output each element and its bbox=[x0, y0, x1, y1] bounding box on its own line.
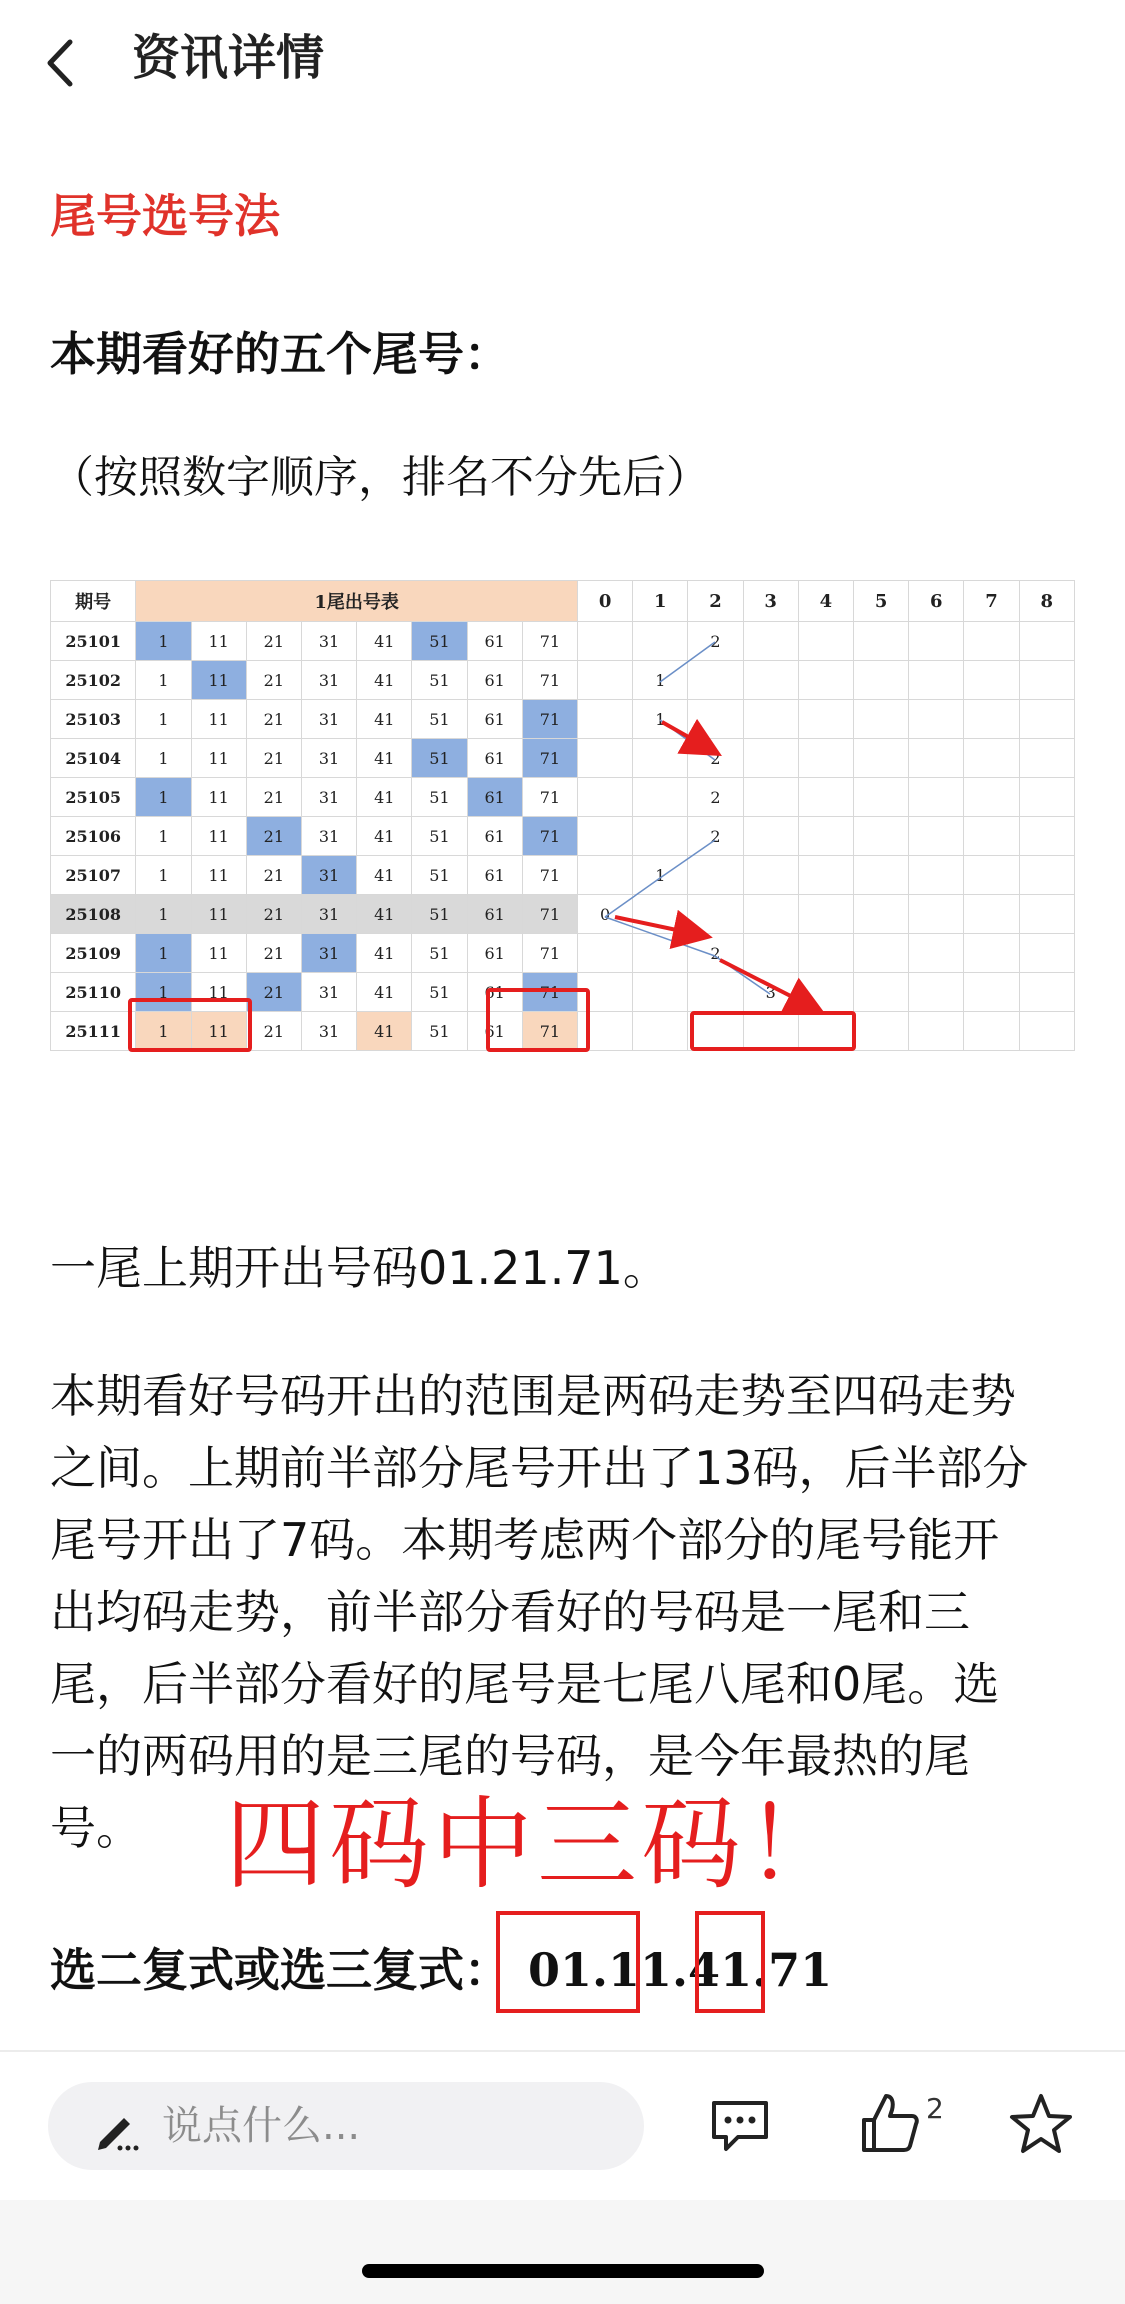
number-cell: 11 bbox=[191, 661, 246, 700]
pen-icon bbox=[92, 2102, 144, 2154]
trend-cell bbox=[854, 1012, 909, 1051]
period-cell: 25110 bbox=[51, 973, 136, 1012]
trend-cell bbox=[798, 700, 853, 739]
trend-cell: 1 bbox=[633, 856, 688, 895]
trend-cell bbox=[1019, 739, 1074, 778]
trend-cell bbox=[633, 895, 688, 934]
number-cell: 51 bbox=[412, 1012, 467, 1051]
column-header: 2 bbox=[688, 581, 743, 622]
column-header: 3 bbox=[743, 581, 798, 622]
trend-cell bbox=[743, 661, 798, 700]
paragraph-line: 尾，后半部分看好的尾号是七尾八尾和0尾。选 bbox=[50, 1657, 1000, 1711]
number-cell: 31 bbox=[301, 817, 356, 856]
trend-cell: 3 bbox=[743, 973, 798, 1012]
trend-cell bbox=[1019, 622, 1074, 661]
paragraph-line: 号。 bbox=[50, 1801, 142, 1855]
number-cell: 1 bbox=[136, 934, 191, 973]
trend-cell bbox=[743, 700, 798, 739]
trend-cell bbox=[798, 661, 853, 700]
number-cell: 1 bbox=[136, 817, 191, 856]
tail-number-trend-table bbox=[50, 580, 1075, 1055]
trend-cell bbox=[909, 622, 964, 661]
trend-cell bbox=[798, 895, 853, 934]
number-cell: 1 bbox=[136, 895, 191, 934]
trend-cell bbox=[964, 1012, 1019, 1051]
trend-cell bbox=[1019, 778, 1074, 817]
number-cell: 61 bbox=[467, 739, 522, 778]
number-cell: 21 bbox=[246, 1012, 301, 1051]
column-header: 4 bbox=[798, 581, 853, 622]
trend-cell bbox=[909, 973, 964, 1012]
trend-cell bbox=[688, 661, 743, 700]
column-header: 0 bbox=[577, 581, 632, 622]
number-cell: 11 bbox=[191, 973, 246, 1012]
paragraph-line: 尾号开出了7码。本期考虑两个部分的尾号能开 bbox=[50, 1513, 1000, 1567]
number-cell: 41 bbox=[357, 934, 412, 973]
trend-cell bbox=[577, 817, 632, 856]
trend-cell bbox=[1019, 934, 1074, 973]
trend-cell bbox=[577, 622, 632, 661]
trend-cell bbox=[909, 856, 964, 895]
column-header: 1 bbox=[633, 581, 688, 622]
trend-cell bbox=[909, 739, 964, 778]
number-cell: 31 bbox=[301, 934, 356, 973]
table-row bbox=[51, 895, 1075, 934]
trend-cell bbox=[743, 817, 798, 856]
number-cell: 31 bbox=[301, 973, 356, 1012]
number-cell: 71 bbox=[522, 778, 577, 817]
comment-placeholder[interactable]: 说点什么... bbox=[162, 2103, 361, 2149]
trend-cell bbox=[798, 1012, 853, 1051]
trend-cell bbox=[964, 622, 1019, 661]
number-cell: 11 bbox=[191, 856, 246, 895]
number-cell: 71 bbox=[522, 661, 577, 700]
trend-cell bbox=[964, 817, 1019, 856]
trend-cell bbox=[964, 856, 1019, 895]
number-cell: 11 bbox=[191, 934, 246, 973]
trend-cell bbox=[798, 973, 853, 1012]
last-draw-text: 一尾上期开出号码01.21.71。 bbox=[50, 1241, 669, 1295]
safe-area bbox=[0, 2200, 1125, 2304]
number-cell: 21 bbox=[246, 934, 301, 973]
number-cell: 1 bbox=[136, 700, 191, 739]
trend-cell bbox=[964, 973, 1019, 1012]
trend-cell bbox=[798, 622, 853, 661]
trend-cell bbox=[854, 661, 909, 700]
trend-cell bbox=[743, 739, 798, 778]
trend-cell bbox=[854, 778, 909, 817]
number-cell: 71 bbox=[522, 622, 577, 661]
trend-cell: 2 bbox=[688, 622, 743, 661]
period-cell: 25102 bbox=[51, 661, 136, 700]
trend-cell bbox=[743, 856, 798, 895]
table-row bbox=[51, 856, 1075, 895]
number-cell: 71 bbox=[522, 895, 577, 934]
trend-cell bbox=[798, 739, 853, 778]
article-heading: 尾号选号法 bbox=[50, 189, 280, 243]
column-header: 5 bbox=[854, 581, 909, 622]
trend-cell bbox=[577, 700, 632, 739]
trend-cell bbox=[633, 973, 688, 1012]
number-cell: 1 bbox=[136, 739, 191, 778]
number-cell: 51 bbox=[412, 934, 467, 973]
trend-cell bbox=[798, 934, 853, 973]
trend-cell bbox=[743, 1012, 798, 1051]
table-row bbox=[51, 778, 1075, 817]
trend-cell bbox=[909, 934, 964, 973]
number-cell: 71 bbox=[522, 817, 577, 856]
trend-cell bbox=[743, 622, 798, 661]
trend-cell bbox=[909, 700, 964, 739]
number-cell: 21 bbox=[246, 661, 301, 700]
column-header: 7 bbox=[964, 581, 1019, 622]
number-cell: 51 bbox=[412, 622, 467, 661]
number-cell: 31 bbox=[301, 856, 356, 895]
trend-cell bbox=[909, 895, 964, 934]
number-cell: 41 bbox=[357, 739, 412, 778]
trend-cell bbox=[854, 817, 909, 856]
trend-cell bbox=[577, 1012, 632, 1051]
paragraph-line: 出均码走势，前半部分看好的号码是一尾和三 bbox=[50, 1585, 970, 1639]
number-cell: 11 bbox=[191, 739, 246, 778]
number-cell: 31 bbox=[301, 739, 356, 778]
number-cell: 51 bbox=[412, 973, 467, 1012]
back-button[interactable] bbox=[40, 28, 90, 98]
number-cell: 21 bbox=[246, 739, 301, 778]
period-cell: 25107 bbox=[51, 856, 136, 895]
number-cell: 71 bbox=[522, 700, 577, 739]
trend-cell bbox=[577, 661, 632, 700]
trend-cell: 2 bbox=[688, 817, 743, 856]
number-cell: 41 bbox=[357, 700, 412, 739]
number-cell: 71 bbox=[522, 973, 577, 1012]
number-cell: 41 bbox=[357, 622, 412, 661]
column-header: 期号 bbox=[51, 581, 136, 622]
trend-cell bbox=[1019, 856, 1074, 895]
number-cell: 1 bbox=[136, 661, 191, 700]
trend-cell bbox=[1019, 1012, 1074, 1051]
number-cell: 51 bbox=[412, 700, 467, 739]
period-cell: 25103 bbox=[51, 700, 136, 739]
trend-cell bbox=[798, 778, 853, 817]
trend-cell bbox=[633, 934, 688, 973]
number-cell: 61 bbox=[467, 895, 522, 934]
top-bar bbox=[0, 0, 1125, 120]
home-indicator bbox=[362, 2264, 764, 2278]
trend-cell bbox=[633, 622, 688, 661]
number-cell: 61 bbox=[467, 778, 522, 817]
table-row bbox=[51, 934, 1075, 973]
trend-cell bbox=[633, 778, 688, 817]
number-cell: 1 bbox=[136, 1012, 191, 1051]
number-cell: 11 bbox=[191, 778, 246, 817]
number-cell: 31 bbox=[301, 778, 356, 817]
number-cell: 11 bbox=[191, 1012, 246, 1051]
number-cell: 41 bbox=[357, 973, 412, 1012]
trend-cell bbox=[1019, 817, 1074, 856]
trend-cell bbox=[1019, 973, 1074, 1012]
trend-cell bbox=[577, 856, 632, 895]
number-cell: 51 bbox=[412, 739, 467, 778]
table-row bbox=[51, 739, 1075, 778]
number-cell: 71 bbox=[522, 1012, 577, 1051]
trend-cell bbox=[743, 895, 798, 934]
number-cell: 61 bbox=[467, 973, 522, 1012]
table-row bbox=[51, 973, 1075, 1012]
number-cell: 1 bbox=[136, 973, 191, 1012]
table-row bbox=[51, 700, 1075, 739]
number-cell: 11 bbox=[191, 700, 246, 739]
trend-cell: 2 bbox=[688, 934, 743, 973]
number-cell: 1 bbox=[136, 856, 191, 895]
trend-cell bbox=[964, 739, 1019, 778]
trend-cell bbox=[964, 934, 1019, 973]
table-row bbox=[51, 661, 1075, 700]
trend-cell bbox=[854, 895, 909, 934]
trend-cell bbox=[854, 700, 909, 739]
ordering-note: （按照数字顺序，排名不分先后） bbox=[50, 452, 710, 503]
trend-cell bbox=[964, 700, 1019, 739]
trend-cell bbox=[577, 973, 632, 1012]
trend-cell bbox=[798, 817, 853, 856]
number-cell: 21 bbox=[246, 973, 301, 1012]
number-cell: 21 bbox=[246, 622, 301, 661]
trend-cell bbox=[577, 778, 632, 817]
number-cell: 41 bbox=[357, 856, 412, 895]
trend-cell bbox=[688, 895, 743, 934]
trend-cell bbox=[633, 817, 688, 856]
paragraph-line: 一的两码用的是三尾的号码，是今年最热的尾 bbox=[50, 1729, 970, 1783]
page-title: 资讯详情 bbox=[132, 30, 325, 86]
picks-value: 01.11.41.71 bbox=[528, 1943, 833, 1997]
number-cell: 61 bbox=[467, 934, 522, 973]
number-cell: 21 bbox=[246, 700, 301, 739]
trend-cell bbox=[854, 739, 909, 778]
trend-cell bbox=[964, 778, 1019, 817]
trend-cell bbox=[688, 700, 743, 739]
star-icon[interactable] bbox=[1008, 2092, 1074, 2156]
number-cell: 31 bbox=[301, 700, 356, 739]
number-cell: 41 bbox=[357, 895, 412, 934]
number-cell: 61 bbox=[467, 700, 522, 739]
divider bbox=[0, 2050, 1125, 2052]
trend-cell bbox=[688, 973, 743, 1012]
trend-cell bbox=[633, 739, 688, 778]
number-cell: 41 bbox=[357, 778, 412, 817]
number-cell: 31 bbox=[301, 1012, 356, 1051]
number-cell: 61 bbox=[467, 856, 522, 895]
period-cell: 25108 bbox=[51, 895, 136, 934]
period-cell: 25105 bbox=[51, 778, 136, 817]
period-cell: 25101 bbox=[51, 622, 136, 661]
trend-cell: 1 bbox=[633, 661, 688, 700]
number-cell: 1 bbox=[136, 778, 191, 817]
trend-cell bbox=[743, 778, 798, 817]
number-cell: 21 bbox=[246, 895, 301, 934]
paragraph-line: 本期看好号码开出的范围是两码走势至四码走势 bbox=[50, 1369, 1016, 1423]
number-cell: 71 bbox=[522, 856, 577, 895]
column-header: 8 bbox=[1019, 581, 1074, 622]
number-cell: 11 bbox=[191, 622, 246, 661]
trend-cell bbox=[743, 934, 798, 973]
number-cell: 51 bbox=[412, 895, 467, 934]
trend-cell: 1 bbox=[633, 700, 688, 739]
trend-cell bbox=[909, 778, 964, 817]
number-cell: 1 bbox=[136, 622, 191, 661]
trend-cell: 2 bbox=[688, 739, 743, 778]
period-cell: 25109 bbox=[51, 934, 136, 973]
picks-label: 选二复式或选三复式： bbox=[50, 1943, 510, 1997]
trend-cell bbox=[688, 1012, 743, 1051]
like-count: 2 bbox=[926, 2092, 944, 2125]
number-cell: 31 bbox=[301, 895, 356, 934]
table-row bbox=[51, 622, 1075, 661]
number-cell: 71 bbox=[522, 739, 577, 778]
paragraph-line: 之间。上期前半部分尾号开出了13码，后半部分 bbox=[50, 1441, 1029, 1495]
number-cell: 61 bbox=[467, 817, 522, 856]
trend-cell bbox=[854, 622, 909, 661]
section-heading: 本期看好的五个尾号： bbox=[50, 327, 510, 381]
trend-cell bbox=[577, 739, 632, 778]
table-row bbox=[51, 817, 1075, 856]
trend-cell bbox=[854, 856, 909, 895]
number-cell: 41 bbox=[357, 661, 412, 700]
table-row bbox=[51, 1012, 1075, 1051]
hit-stamp: 四码中三码！ bbox=[225, 1786, 849, 1903]
chat-icon[interactable] bbox=[708, 2095, 772, 2155]
trend-cell: 0 bbox=[577, 895, 632, 934]
number-cell: 11 bbox=[191, 895, 246, 934]
number-cell: 61 bbox=[467, 661, 522, 700]
number-cell: 31 bbox=[301, 622, 356, 661]
number-cell: 11 bbox=[191, 817, 246, 856]
trend-cell bbox=[1019, 895, 1074, 934]
picks-line bbox=[50, 1930, 833, 2010]
number-cell: 51 bbox=[412, 778, 467, 817]
trend-cell bbox=[1019, 700, 1074, 739]
trend-cell bbox=[1019, 661, 1074, 700]
number-cell: 71 bbox=[522, 934, 577, 973]
trend-cell bbox=[688, 856, 743, 895]
number-cell: 41 bbox=[357, 1012, 412, 1051]
trend-cell bbox=[964, 661, 1019, 700]
trend-cell bbox=[798, 856, 853, 895]
number-cell: 51 bbox=[412, 856, 467, 895]
trend-cell bbox=[854, 973, 909, 1012]
chevron-left-icon bbox=[40, 28, 90, 98]
trend-cell bbox=[633, 1012, 688, 1051]
trend-cell: 2 bbox=[688, 778, 743, 817]
number-cell: 21 bbox=[246, 817, 301, 856]
trend-cell bbox=[854, 934, 909, 973]
number-cell: 21 bbox=[246, 856, 301, 895]
thumbs-up-icon[interactable] bbox=[858, 2090, 922, 2156]
number-cell: 61 bbox=[467, 1012, 522, 1051]
number-cell: 51 bbox=[412, 661, 467, 700]
period-cell: 25111 bbox=[51, 1012, 136, 1051]
trend-cell bbox=[964, 895, 1019, 934]
column-header: 6 bbox=[909, 581, 964, 622]
trend-cell bbox=[909, 1012, 964, 1051]
number-cell: 21 bbox=[246, 778, 301, 817]
trend-cell bbox=[909, 817, 964, 856]
period-cell: 25104 bbox=[51, 739, 136, 778]
trend-cell bbox=[909, 661, 964, 700]
table-header-row bbox=[51, 581, 1075, 622]
period-cell: 25106 bbox=[51, 817, 136, 856]
trend-cell bbox=[577, 934, 632, 973]
number-cell: 61 bbox=[467, 622, 522, 661]
column-header: 1尾出号表 bbox=[136, 581, 578, 622]
picks-highlight-boxes bbox=[495, 1910, 785, 2014]
number-cell: 31 bbox=[301, 661, 356, 700]
number-cell: 51 bbox=[412, 817, 467, 856]
number-cell: 41 bbox=[357, 817, 412, 856]
